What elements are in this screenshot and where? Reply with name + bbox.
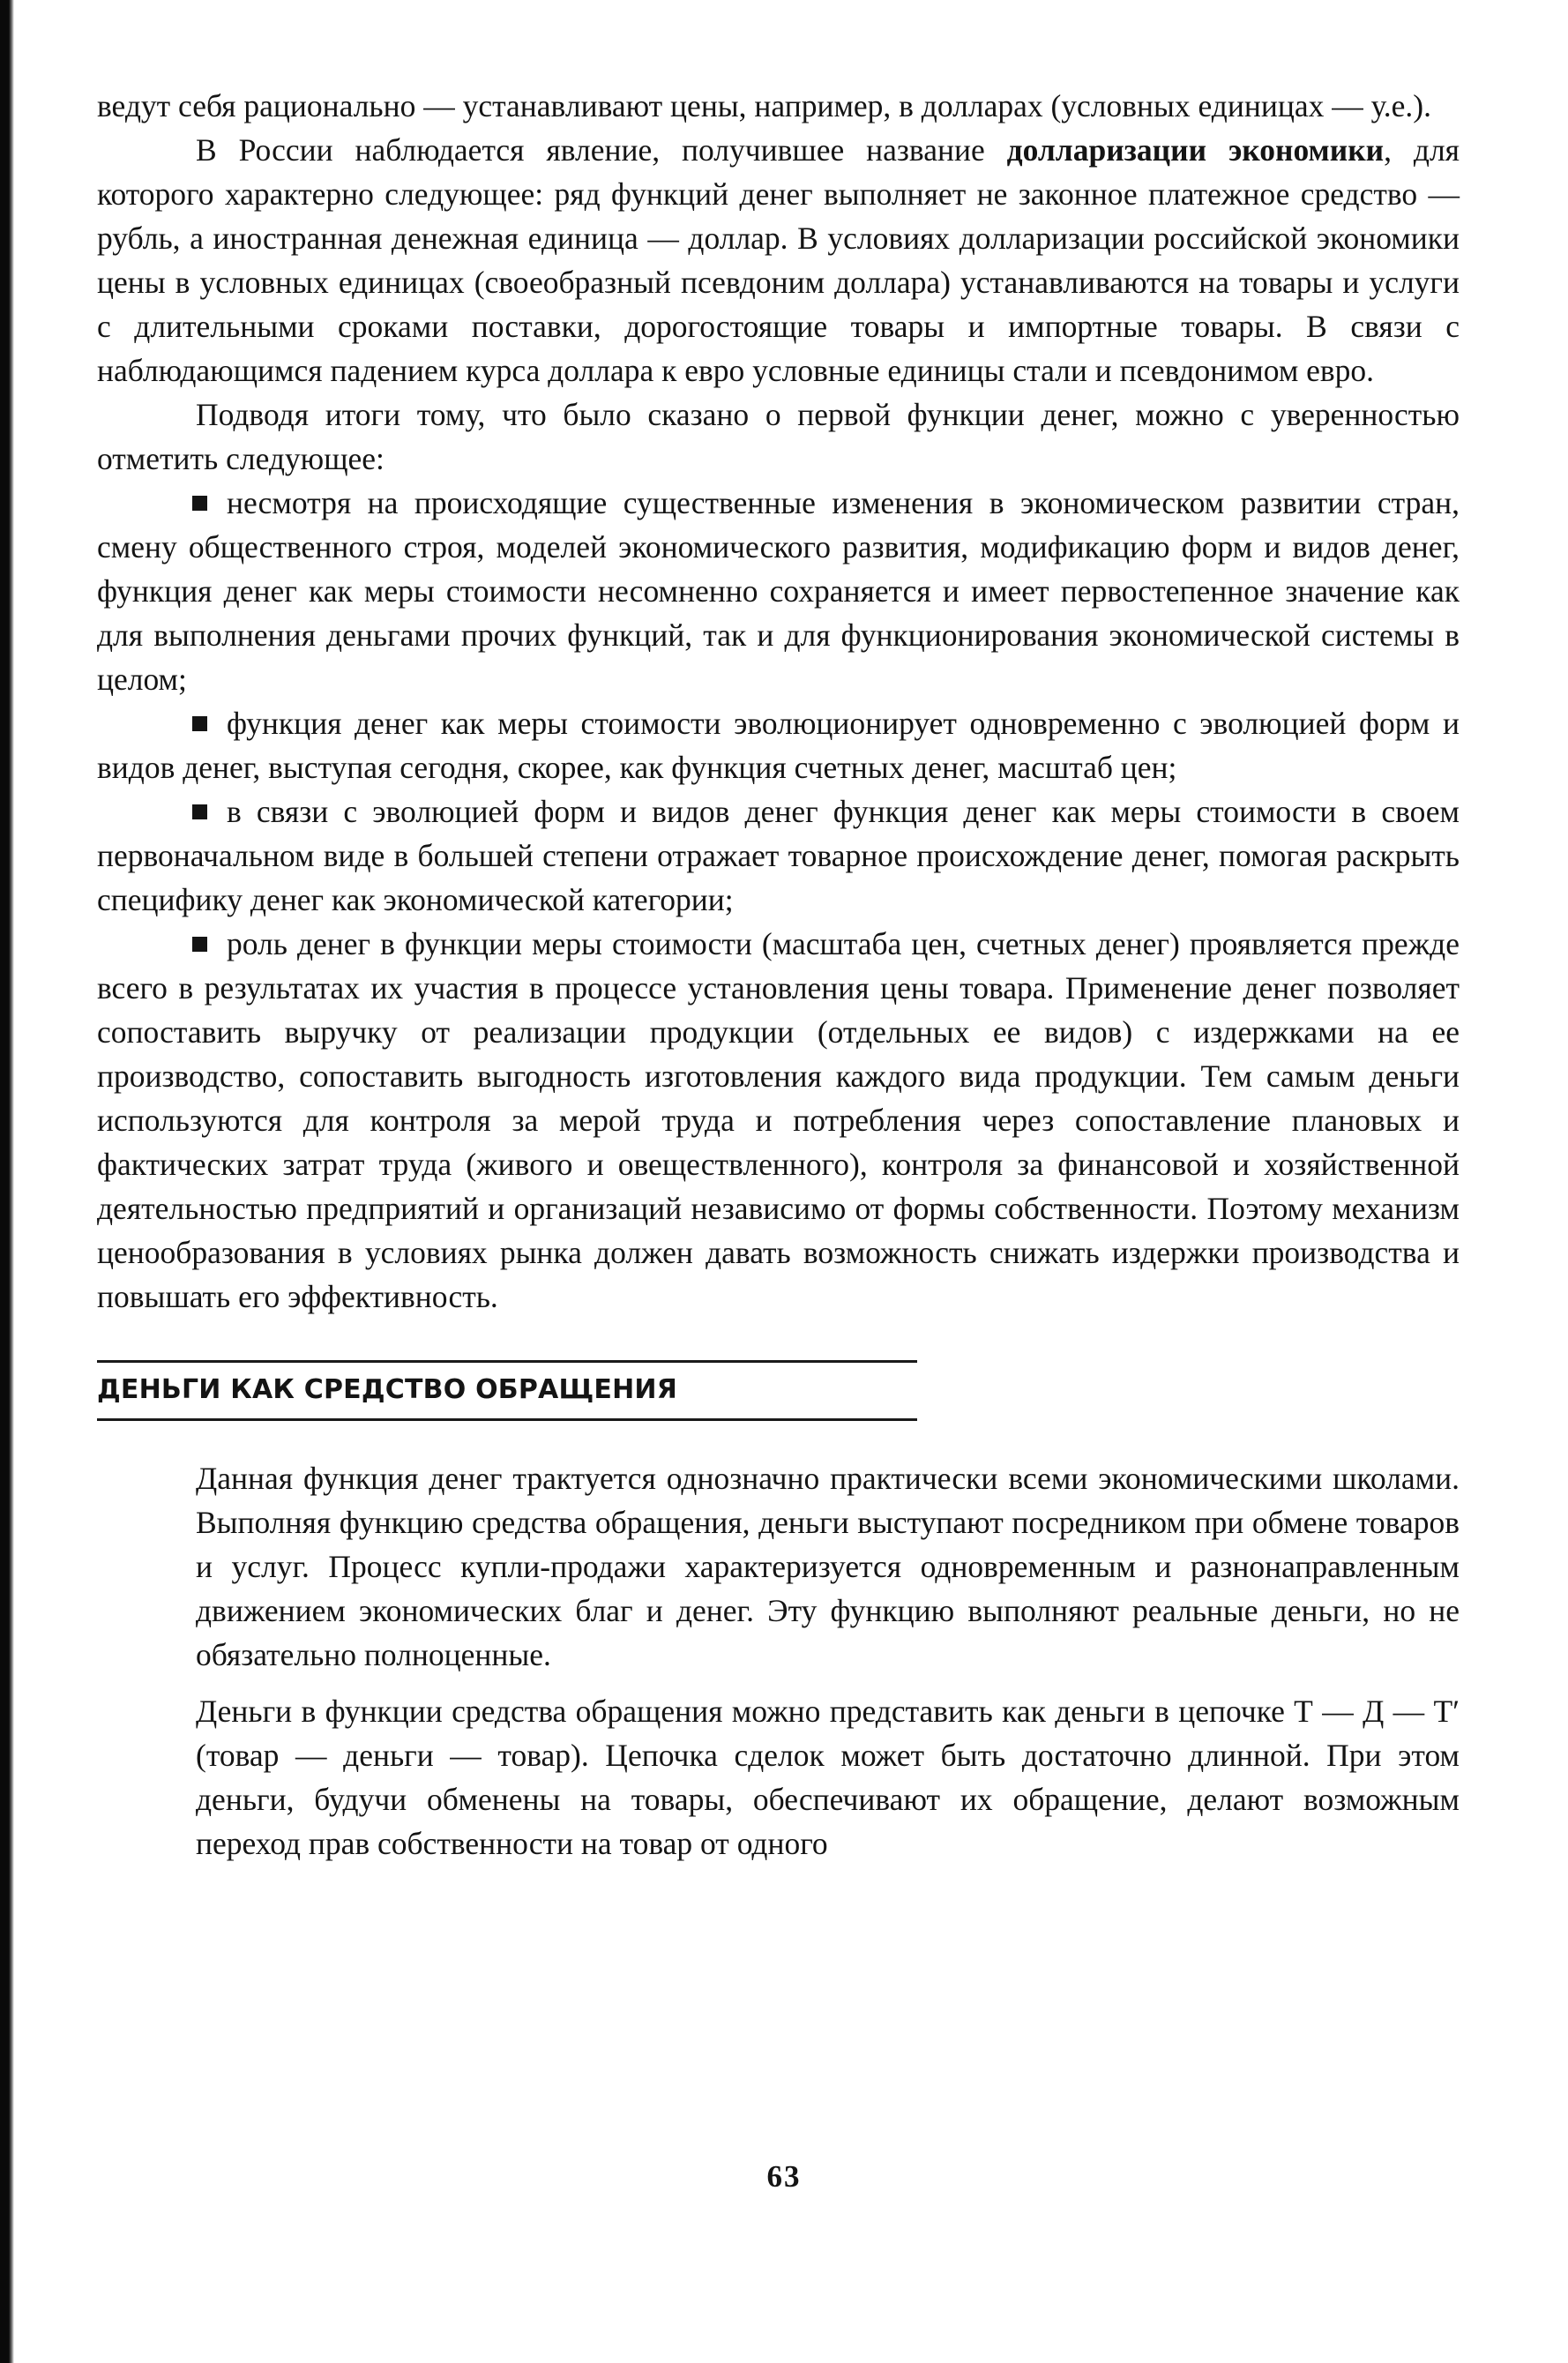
bullet-square-icon	[192, 716, 207, 731]
paragraph-2-text-b: , для которого характерно следующее: ряд функций денег выполняет не законное платежное средство — рубль, а иностранная денежная единица — доллар. В условиях долларизации российской экономики цены в условных единицах (своеобразный псевдоним доллара) устанавливаются на товары и услуги с длительными сроками поставки, дорогостоящие товары и импортные товары. В связи с наблюдающимся падением курса доллара к евро условные единицы стали и псевдонимом евро.	[97, 132, 1460, 388]
bullet-item	[97, 789, 1460, 922]
section-heading: ДЕНЬГИ КАК СРЕДСТВО ОБРАЩЕНИЯ	[97, 1374, 678, 1405]
paragraph-3-text: Подводя итоги тому, что было сказано о первой функции денег, можно с уверенностью отметить следующее:	[97, 397, 1460, 476]
bullet-item-text: в связи с эволюцией форм и видов денег функция денег как меры стоимости в своем первоначальном виде в большей степени отражает товарное происхождение денег, помогая раскрыть специфику денег как экономической категории;	[97, 794, 1460, 917]
page-number: 63	[766, 2159, 802, 2194]
paragraph-1	[97, 84, 1460, 128]
bullet-square-icon	[192, 804, 207, 819]
page-body	[97, 84, 1460, 1866]
binding-edge	[0, 0, 14, 2363]
paragraph-1-text: ведут себя рационально — устанавливают цены, например, в долларах (условных единицах — у.е.).	[97, 88, 1431, 123]
heading-rule-bottom	[97, 1418, 917, 1421]
paragraph-2-text-a: В России наблюдается явление, получившее название	[196, 132, 1007, 168]
section-paragraph-1: Данная функция денег трактуется однозначно практически всеми экономическими школами. Выполняя функцию средства обращения, деньги выступают посредником при обмене товаров и услуг. Процесс купли-продажи характеризуется одновременным и разнонаправленным движением экономических благ и денег. Эту функцию выполняют реальные деньги, но не обязательно полноценные.	[196, 1461, 1460, 1672]
section-body	[196, 1456, 1460, 1866]
bullet-item-text: функция денег как меры стоимости эволюционирует одновременно с эволюцией форм и видов денег, выступая сегодня, скорее, как функция счетных денег, масштаб цен;	[97, 706, 1460, 785]
section-heading-block	[97, 1360, 917, 1421]
bullet-square-icon	[192, 937, 207, 952]
bullet-item	[97, 481, 1460, 701]
bullet-item	[97, 701, 1460, 789]
bullet-item-text: несмотря на происходящие существенные изменения в экономическом развитии стран, смену общественного строя, моделей экономического развития, модификацию форм и видов денег, функция денег как меры стоимости несомненно сохраняется и имеет первостепенное значение как для выполнения деньгами прочих функций, так и для функционирования экономической системы в целом;	[97, 485, 1460, 697]
section-paragraph-2: Деньги в функции средства обращения можно представить как деньги в цепочке Т — Д — Т′ (товар — деньги — товар). Цепочка сделок может быть достаточно длинной. При этом деньги, будучи обменены на товары, обеспечивают их обращение, делают возможным переход прав собственности на товар от одного	[196, 1694, 1460, 1861]
bullet-item	[97, 922, 1460, 1319]
bullet-square-icon	[192, 496, 207, 511]
paragraph-dollarization	[97, 128, 1460, 393]
paragraph-summary-intro	[97, 393, 1460, 481]
bullet-item-text: роль денег в функции меры стоимости (масштаба цен, счетных денег) проявляется прежде всего в результатах их участия в процессе установления цены товара. Применение денег позволяет сопоставить выручку от реализации продукции (отдельных ее видов) с издержками на ее производство, сопоставить выгодность изготовления каждого вида продукции. Тем самым деньги используются для контроля за мерой труда и потребления через сопоставление плановых и фактических затрат труда (живого и овеществленного), контроля за финансовой и хозяйственной деятельностью предприятий и организаций независимо от формы собственности. Поэтому механизм ценообразования в условиях рынка должен давать возможность снижать издержки производства и повышать его эффективность.	[97, 926, 1460, 1314]
term-dollarization: долларизации экономики	[1006, 132, 1385, 168]
